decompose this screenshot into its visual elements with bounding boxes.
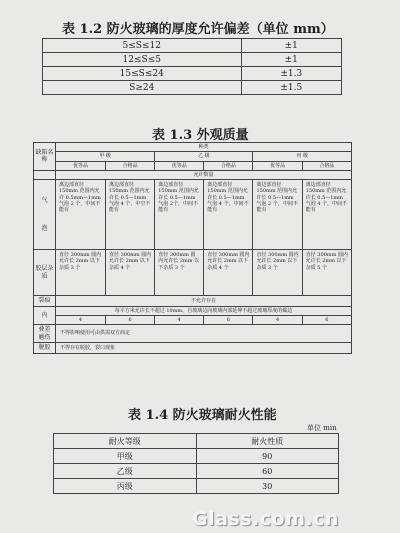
bubble-cell: 离边部直径150mm 范围内允许长 0.5—1mm 气泡 2个，中间不能有 — [155, 180, 204, 250]
table-row — [43, 53, 342, 67]
table-1-4-title: 表 1.4 防火玻璃耐火性能 — [128, 408, 277, 423]
bubble-cell: 离边部直径150mm 范围内允许长 0.5—1mm 气泡 4 个，中空不能有 — [106, 180, 155, 250]
delam-text: 不得存在脱胶，裂口现象 — [56, 343, 352, 354]
unit-label: 单位 min — [307, 424, 337, 432]
table-cell: 甲级 — [54, 449, 197, 464]
table-1-3-title: 表 1.3 外观质量 — [152, 128, 249, 143]
subgrade-header: 合格品 — [204, 161, 253, 170]
grade-header: 丙 级 — [253, 152, 352, 161]
subgrade-header: 优等品 — [56, 161, 106, 170]
bubble-cell: 离边部直径150mm 范围内允许 0.5mm—1mm 气泡 2 个，中间不能有 — [56, 180, 106, 250]
table-cell: 乙级 — [54, 464, 197, 479]
table-1-4-header: 耐火性质 — [196, 434, 339, 449]
scratch-count: 6 — [106, 315, 155, 324]
table-cell: ±1 — [241, 39, 342, 53]
watermark: Glass.com.cn — [192, 508, 339, 530]
table-row — [54, 464, 339, 479]
cracks-text: 不允许存在 — [56, 296, 352, 307]
scratch-count: 4 — [155, 315, 204, 324]
table-row — [43, 81, 342, 95]
scratch-text: 每平方米允许长不超过 10mm，自玻璃边向玻璃内部延伸不超过玻璃厚度的爆边 — [56, 306, 352, 315]
table-1-4 — [53, 433, 339, 494]
bubble-label-top: 气 — [41, 197, 48, 204]
bubble-cell: 离边部直径150mm 范围内允许长 0.5—1mm 气泡 4 个，中间不能有 — [302, 180, 351, 250]
overlap-label: 叠差 磨伤 — [34, 325, 56, 343]
table-row — [54, 449, 339, 464]
table-cell: 15≤S≤24 — [43, 67, 242, 81]
grade-header: 甲 级 — [56, 152, 155, 161]
scratch-label: 内 — [34, 306, 56, 325]
debris-label: 胶层杂质 — [34, 250, 56, 296]
table-1-2-title: 表 1.2 防火玻璃的厚度允许偏差（单位 mm） — [62, 22, 334, 37]
debris-cell: 直径 300mm 圆内允许长 2mm 以下杂质 3 个 — [253, 250, 302, 296]
debris-cell: 直径 300mm 圆内允许长 2mm 以下杂质 3 个 — [155, 250, 204, 296]
bubble-label-bottom: 泡 — [41, 224, 48, 232]
table-cell: 90 — [196, 449, 339, 464]
overlap-text: 不得影响使用可由供需双方商定 — [56, 325, 352, 343]
debris-cell: 直径 300mm 圆内允许长 2mm 以下杂质 4 个 — [204, 250, 253, 296]
scratch-count: 4 — [253, 315, 302, 324]
subgrade-header: 合格品 — [302, 161, 351, 170]
table-row — [43, 39, 342, 53]
kinds-header: 种类 — [56, 143, 352, 152]
table-cell: ±1 — [241, 53, 342, 67]
allowed-header: 允许数量 — [56, 170, 352, 179]
table-1-3 — [33, 142, 352, 354]
table-1-2 — [42, 38, 342, 95]
cracks-label: 裂痕 — [34, 296, 56, 307]
debris-cell: 直径 300mm 圆内允许长 2mm 以下杂质 3 个 — [56, 250, 106, 296]
table-cell: 30 — [196, 479, 339, 494]
debris-cell: 直径 300mm 圆内允许长 2mm 以下杂质 4 个 — [106, 250, 155, 296]
defect-header: 缺陷名称 — [34, 143, 56, 171]
subgrade-header: 优等品 — [253, 161, 302, 170]
table-row — [54, 479, 339, 494]
bubble-label — [34, 180, 56, 250]
table-cell: S≥24 — [43, 81, 242, 95]
subgrade-header: 合格品 — [106, 161, 155, 170]
bubble-cell: 离边部直径150mm 范围内允许长 0.5—1mm 气泡 2 个，中间不能有 — [253, 180, 302, 250]
table-cell: 丙级 — [54, 479, 197, 494]
table-cell: ±1.3 — [241, 67, 342, 81]
table-1-4-header: 耐火等级 — [54, 434, 197, 449]
scratch-count: 6 — [302, 315, 351, 324]
scratch-count: 6 — [204, 315, 253, 324]
grade-header: 乙 级 — [155, 152, 253, 161]
bubble-cell: 离边部直径150mm 范围内允许长 0.5—1mm 气泡 4 个，中间不能有 — [204, 180, 253, 250]
table-cell: 12≤S≤5 — [43, 53, 242, 67]
table-row — [43, 67, 342, 81]
table-cell: 5≤S≤12 — [43, 39, 242, 53]
debris-cell: 直径 300mm 圆内允许长 2mm 以下杂质 5 个 — [302, 250, 351, 296]
scratch-count: 4 — [56, 315, 106, 324]
delam-label: 脱胶 — [34, 343, 56, 354]
subgrade-header: 优等品 — [155, 161, 204, 170]
table-cell: ±1.5 — [241, 81, 342, 95]
table-cell: 60 — [196, 464, 339, 479]
